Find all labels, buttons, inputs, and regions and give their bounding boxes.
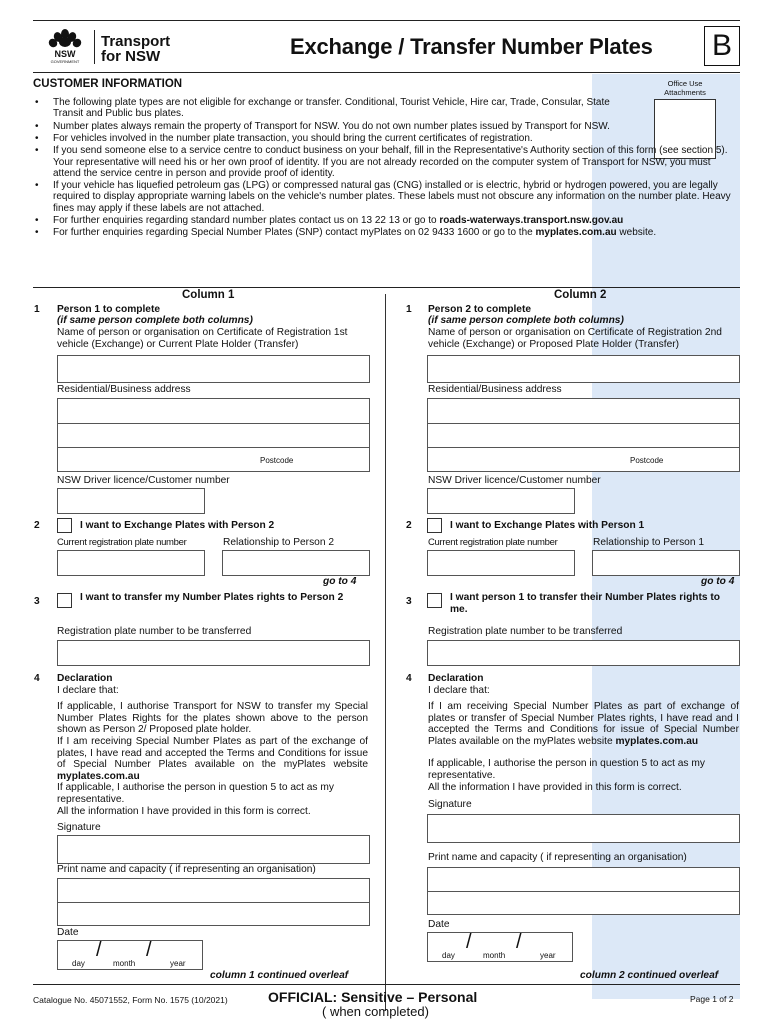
col1-section4-number: 4 [34, 673, 40, 684]
col2-continued-label: column 2 continued overleaf [580, 970, 719, 981]
col2-goto-label: go to 4 [701, 576, 735, 587]
column1-heading: Column 1 [182, 289, 235, 301]
col2-current-reg-input[interactable] [427, 550, 575, 576]
col2-declaration-p1-text: If I am receiving Special Number Plates as part of exchange of plates or transfer of Special Number Plates rights, I have read and I accepted the Terms and Conditions for issue of Special Number Plates available on the myPlates website [428, 701, 739, 747]
nsw-waratah-logo [40, 28, 90, 64]
bullet7-text: For further enquiries regarding Special Number Plates (SNP) contact myPlates on 02 9433 1600 or go to the [53, 227, 536, 239]
col1-section3-number: 3 [34, 596, 40, 607]
col2-declare-label: I declare that: [428, 685, 490, 696]
column-divider [385, 294, 386, 1011]
col2-date-day: day [442, 951, 455, 960]
col1-myplates-link[interactable]: myplates.com.au [57, 770, 140, 782]
col1-section2-number: 2 [34, 520, 40, 531]
office-use-label: Office Use Attachments [664, 79, 706, 97]
list-item: • If you send someone else to a service centre to conduct business on your behalf, fill in the Representative's Authority section of this form (see section 5). Your representative will need his or her own proof of identity. If you are not already recorded on the computer system of Transport for NSW, you must attend the service centre in person and provide proof of identity. [33, 145, 733, 179]
col2-declaration-p3: All the information I have provided in this form is correct. [428, 782, 682, 793]
col1-date-sep2: / [146, 939, 152, 961]
col1-exchange-label: I want to Exchange Plates with Person 2 [80, 520, 275, 531]
col1-goto-label: go to 4 [323, 576, 357, 587]
col2-signature-label: Signature [428, 799, 472, 810]
rms-website-link[interactable]: roads-waterways.transport.nsw.gov.au [439, 214, 624, 226]
col2-transfer-checkbox[interactable] [427, 593, 442, 608]
col1-declare-label: I declare that: [57, 685, 119, 696]
col2-section4-number: 4 [406, 673, 412, 684]
bullet6-text: For further enquiries regarding standard number plates contact us on 13 22 13 or go to [53, 214, 440, 226]
list-item [33, 227, 733, 238]
col2-section1-subtitle: (if same person complete both columns) [428, 315, 624, 326]
col2-section1-title: Person 2 to complete [428, 304, 532, 315]
col1-print-name-input[interactable] [57, 878, 370, 926]
col2-exchange-checkbox[interactable] [427, 518, 442, 533]
top-rule [33, 20, 740, 21]
col1-continued-label: column 1 continued overleaf [210, 970, 349, 981]
col2-section1-number: 1 [406, 304, 412, 315]
page-number: Page 1 of 2 [690, 994, 734, 1004]
col1-name-input[interactable] [57, 355, 370, 383]
col2-date-label: Date [428, 919, 450, 930]
col1-declaration-p4: All the information I have provided in this form is correct. [57, 806, 311, 817]
col2-myplates-link[interactable]: myplates.com.au [615, 735, 699, 747]
col1-postcode-label: Postcode [260, 456, 294, 465]
logo-gov-text: GOVERNMENT [50, 59, 80, 64]
col2-transfer-label: I want person 1 to transfer their Number Plates rights to me. [450, 592, 721, 615]
col2-date-sep1: / [466, 931, 472, 953]
col2-licence-input[interactable] [427, 488, 575, 514]
col2-date-year: year [540, 951, 556, 960]
logo-divider [94, 30, 95, 64]
col2-section3-number: 3 [406, 596, 412, 607]
col1-declaration-p3: If applicable, I authorise the person in question 5 to act as my representative. [57, 782, 334, 805]
col2-address-input[interactable] [427, 398, 740, 472]
col2-licence-label: NSW Driver licence/Customer number [428, 475, 601, 486]
section-rule [33, 287, 740, 288]
col1-relationship-label: Relationship to Person 2 [223, 537, 334, 548]
col1-transfer-reg-label: Registration plate number to be transferred [57, 626, 252, 637]
col1-transfer-reg-input[interactable] [57, 640, 370, 666]
classification-note: ( when completed) [322, 1004, 429, 1019]
col2-address-label: Residential/Business address [428, 384, 562, 395]
logo-line1: Transport [101, 33, 171, 50]
col1-licence-input[interactable] [57, 488, 205, 514]
col1-signature-label: Signature [57, 822, 101, 833]
col1-signature-input[interactable] [57, 835, 370, 864]
catalogue-number: Catalogue No. 45071552, Form No. 1575 (10/2021) [33, 995, 228, 1005]
list-item [33, 215, 733, 226]
col1-declaration-title: Declaration [57, 673, 113, 684]
col1-declaration-p2 [57, 736, 368, 782]
column2-heading: Column 2 [554, 289, 607, 301]
col1-exchange-checkbox[interactable] [57, 518, 72, 533]
col2-exchange-label: I want to Exchange Plates with Person 1 [450, 520, 645, 531]
col2-declaration-p2: If applicable, I authorise the person in question 5 to act as my representative. [428, 758, 705, 781]
col1-address-input[interactable] [57, 398, 370, 472]
col2-date-sep2: / [516, 931, 522, 953]
logo-nsw-text: NSW [54, 49, 76, 59]
col1-licence-label: NSW Driver licence/Customer number [57, 475, 230, 486]
col1-date-year: year [170, 959, 186, 968]
col2-transfer-reg-label: Registration plate number to be transferred [428, 626, 623, 637]
col1-declaration-p2-text: If I am receiving Special Number Plates as part of the exchange of plates, I have read and accepted the Terms and Conditions for issue of Special Number Plates available on the myPlates website [57, 736, 368, 770]
col1-current-reg-input[interactable] [57, 550, 205, 576]
col1-reg-label: Current registration plate number [57, 537, 187, 548]
col1-address-label: Residential/Business address [57, 384, 191, 395]
list-item: • Number plates always remain the property of Transport for NSW. You do not own number plates issued by Transport for NSW. [33, 121, 623, 132]
col2-transfer-reg-input[interactable] [427, 640, 740, 666]
col2-print-name-input[interactable] [427, 867, 740, 915]
col1-date-sep1: / [96, 939, 102, 961]
col2-declaration-title: Declaration [428, 673, 484, 684]
col2-signature-input[interactable] [427, 814, 740, 843]
col2-date-month: month [483, 951, 506, 960]
col2-date-input[interactable] [427, 932, 573, 962]
col1-section1-title: Person 1 to complete [57, 304, 161, 315]
col1-section1-number: 1 [34, 304, 40, 315]
col2-relationship-input[interactable] [592, 550, 740, 576]
col1-section1-desc: Name of person or organisation on Certificate of Registration 1st vehicle (Exchange) or Current Plate Holder (Transfer) [57, 327, 348, 350]
col1-print-name-label: Print name and capacity ( if representing an organisation) [57, 864, 316, 875]
col2-relationship-label: Relationship to Person 1 [593, 537, 704, 548]
logo-line2: for NSW [101, 48, 161, 65]
col1-transfer-label: I want to transfer my Number Plates rights to Person 2 [80, 592, 344, 603]
col2-declaration-p1 [428, 701, 739, 747]
col1-declaration-p1: If applicable, I authorise Transport for NSW to transfer my Special Number Plates Rights for the plates shown above to the person shown as Person 2/ Proposed plate holder. [57, 701, 368, 735]
col2-section1-desc: Name of person or organisation on Certificate of Registration 2nd vehicle (Exchange) or Proposed Plate Holder (Transfer) [428, 327, 722, 350]
header-rule [33, 72, 740, 73]
bullet7-tail: website. [616, 227, 657, 239]
form-letter-badge: B [704, 26, 740, 66]
col1-date-input[interactable] [57, 940, 203, 970]
list-item: • The following plate types are not eligible for exchange or transfer. Conditional, Tourist Vehicle, Hire car, Trade, Consular, State Transit and Public bus plates. [33, 97, 623, 119]
col2-reg-label: Current registration plate number [428, 537, 558, 548]
col1-section1-subtitle: (if same person complete both columns) [57, 315, 253, 326]
customer-info-list [33, 97, 733, 240]
list-item: • If your vehicle has liquefied petroleum gas (LPG) or compressed natural gas (CNG) installed or is electric, hybrid or hydrogen powered, you are legally required to display appropriate warning labels on the vehicle's number plates. These labels must not obscure any information on the number plate. Heavy fines may apply if these labels are not attached. [33, 180, 733, 214]
col1-relationship-input[interactable] [222, 550, 370, 576]
col2-name-input[interactable] [427, 355, 740, 383]
list-item: • For vehicles involved in the number plate transaction, you should bring the current certificates of registration. [33, 133, 733, 144]
logo-transport [101, 34, 170, 64]
col2-section2-number: 2 [406, 520, 412, 531]
customer-info-heading: CUSTOMER INFORMATION [33, 78, 183, 90]
footer-rule [33, 984, 740, 985]
myplates-link[interactable]: myplates.com.au [535, 227, 617, 239]
classification-label: OFFICIAL: Sensitive – Personal [268, 989, 478, 1005]
col1-date-day: day [72, 959, 85, 968]
col2-print-name-label: Print name and capacity ( if representing an organisation) [428, 852, 687, 863]
page-title: Exchange / Transfer Number Plates [290, 34, 653, 59]
col2-postcode-label: Postcode [630, 456, 664, 465]
col1-date-month: month [113, 959, 136, 968]
col1-transfer-checkbox[interactable] [57, 593, 72, 608]
col1-date-label: Date [57, 927, 79, 938]
